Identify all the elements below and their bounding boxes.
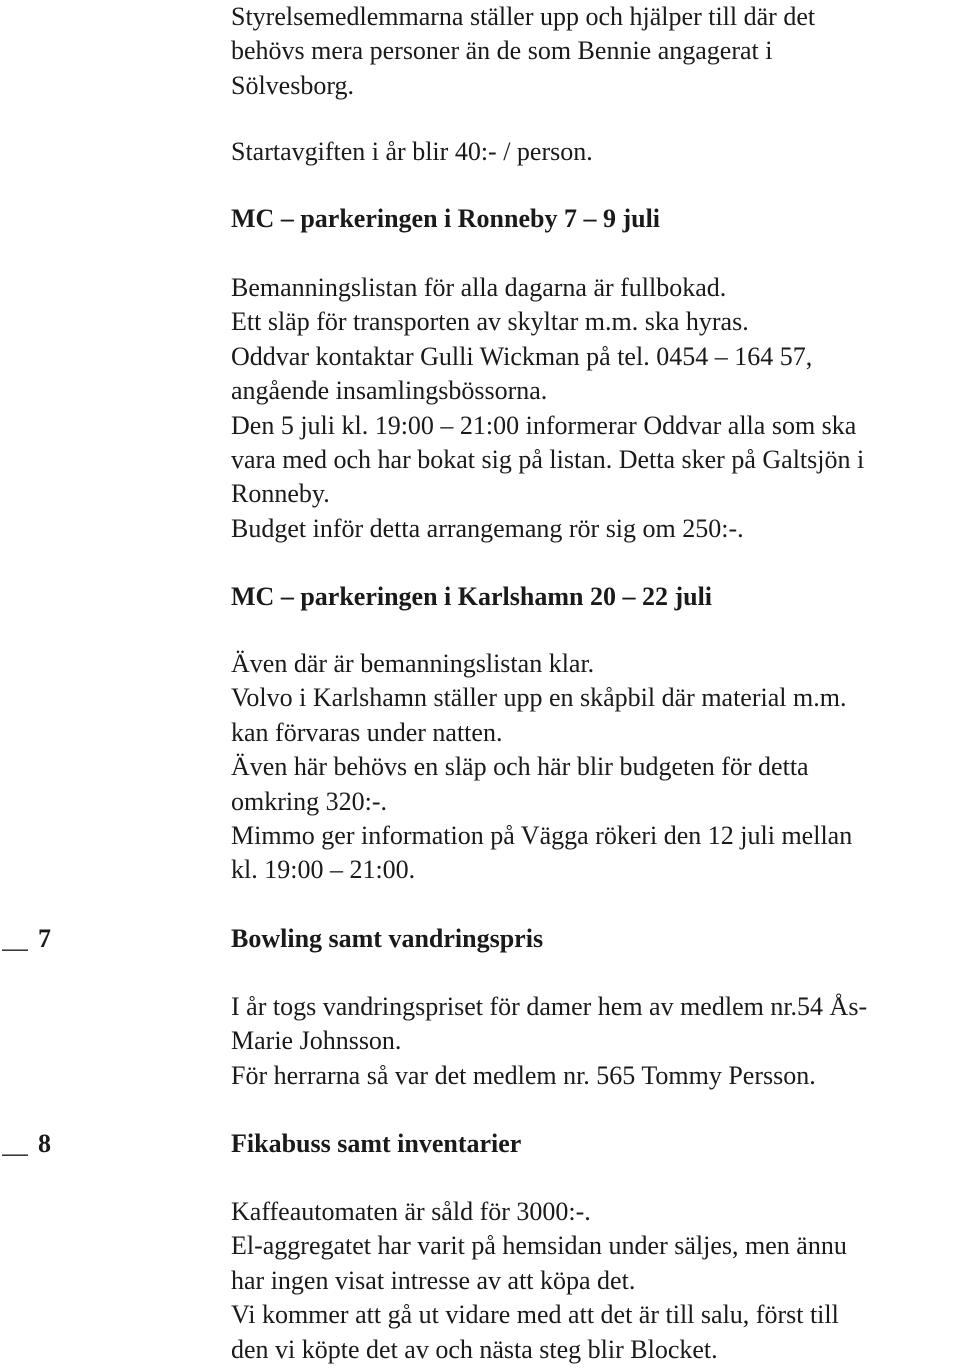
- text-line: Även där är bemanningslistan klar.: [231, 649, 595, 678]
- section-7-paragraph: [231, 990, 951, 1093]
- bullet-icon: ⸏: [2, 924, 29, 953]
- section-heading: MC – parkeringen i Ronneby 7 – 9 juli: [231, 204, 661, 233]
- text-line: Även här behövs en släp och här blir budgeten för detta: [231, 752, 809, 782]
- text-line: För herrarna så var det medlem nr. 565 Tommy Persson.: [231, 1060, 816, 1090]
- text-line: Oddvar kontaktar Gulli Wickman på tel. 0454 – 164 57,: [231, 341, 813, 371]
- section-number: 8: [38, 1129, 51, 1158]
- text-line: Sölvesborg.: [231, 70, 355, 100]
- section-title: Bowling samt vandringspris: [231, 924, 544, 953]
- text-line: El-aggregatet har varit på hemsidan under säljes, men ännu: [231, 1231, 847, 1261]
- karlshamn-heading: [231, 580, 951, 614]
- text-line: den vi köpte det av och nästa steg blir Blocket.: [231, 1334, 718, 1364]
- text-line: Volvo i Karlshamn ställer upp en skåpbil där material m.m.: [231, 683, 847, 713]
- fee-paragraph: [231, 135, 951, 169]
- intro-paragraph: [231, 0, 951, 103]
- text-line: I år togs vandringspriset för damer hem av medlem nr.54 Ås-: [231, 992, 868, 1021]
- text-line: Marie Johnsson.: [231, 1026, 402, 1056]
- ronneby-paragraph: [231, 271, 951, 546]
- text-line: Bemanningslistan för alla dagarna är fullbokad.: [231, 273, 727, 302]
- text-line: Vi kommer att gå ut vidare med att det är till salu, först till: [231, 1300, 839, 1330]
- text-line: omkring 320:-.: [231, 786, 387, 816]
- text-line: har ingen visat intresse av att köpa det.: [231, 1265, 636, 1295]
- text-line: Styrelsemedlemmarna ställer upp och hjälper till där det: [231, 2, 816, 31]
- section-8-paragraph: [231, 1195, 951, 1367]
- text-line: kl. 19:00 – 21:00.: [231, 855, 416, 885]
- text-line: vara med och har bokat sig på listan. Detta sker på Galtsjön i: [231, 444, 865, 474]
- section-7-header: [0, 922, 960, 958]
- text-line: Budget inför detta arrangemang rör sig om 250:-.: [231, 513, 744, 543]
- text-line: Ronneby.: [231, 479, 330, 509]
- text-line: kan förvaras under natten.: [231, 717, 503, 747]
- text-line: Den 5 juli kl. 19:00 – 21:00 informerar Oddvar alla som ska: [231, 410, 857, 440]
- section-number: 7: [38, 924, 51, 953]
- bullet-icon: ⸏: [2, 1129, 29, 1158]
- text-line: Ett släp för transporten av skyltar m.m. ska hyras.: [231, 307, 749, 337]
- text-line: angående insamlingsbössorna.: [231, 376, 548, 406]
- section-title: Fikabuss samt inventarier: [231, 1129, 522, 1158]
- text-line: behövs mera personer än de som Bennie angagerat i: [231, 36, 773, 66]
- section-8-header: [0, 1127, 960, 1163]
- section-heading: MC – parkeringen i Karlshamn 20 – 22 juli: [231, 582, 713, 611]
- text-line: Mimmo ger information på Vägga rökeri den 12 juli mellan: [231, 820, 853, 850]
- text-line: Kaffeautomaten är såld för 3000:-.: [231, 1197, 591, 1226]
- ronneby-heading: [231, 202, 951, 236]
- text-line: Startavgiften i år blir 40:- / person.: [231, 137, 593, 166]
- karlshamn-paragraph: [231, 647, 951, 888]
